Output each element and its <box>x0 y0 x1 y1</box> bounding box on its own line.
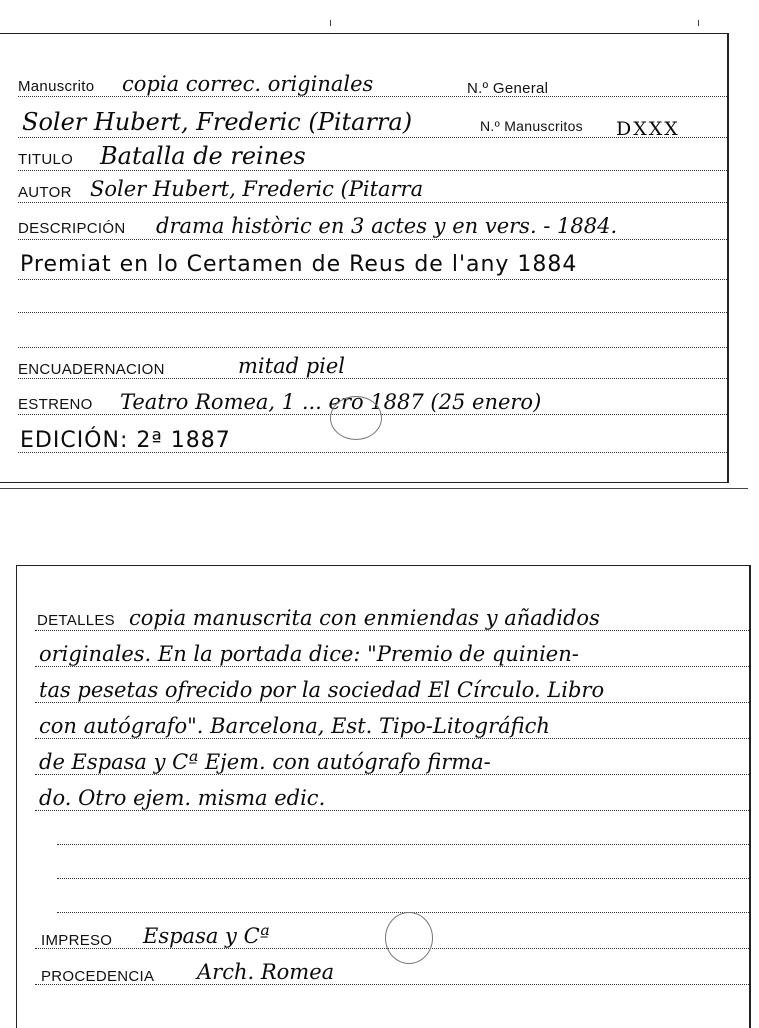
descripcion-value: drama històric en 3 actes y en vers. - 1884. <box>156 214 618 238</box>
dotted-rule <box>35 738 749 739</box>
autor-label: AUTOR <box>18 184 72 201</box>
encuadernacion-value: mitad piel <box>238 354 346 378</box>
autor-value: Soler Hubert, Frederic (Pitarra <box>90 177 424 201</box>
circular-stamp <box>385 912 433 964</box>
top-edge-mark <box>698 20 699 26</box>
n-manuscritos-label: N.º Manuscritos <box>480 118 583 134</box>
n-manuscritos-value: DXXX <box>616 118 680 140</box>
titulo-value: Batalla de reines <box>100 142 306 170</box>
manuscrito-value: copia correc. originales <box>122 72 374 96</box>
descripcion-label: DESCRIPCIÓN <box>18 220 126 237</box>
estreno-value: Teatro Romea, 1 ... ero 1887 (25 enero) <box>120 390 542 414</box>
procedencia-value: Arch. Romea <box>197 960 335 984</box>
catalog-card-back <box>16 565 751 1028</box>
catalog-card-front <box>0 33 729 483</box>
top-edge-mark <box>330 20 331 26</box>
dotted-rule <box>57 844 749 845</box>
author-line: Soler Hubert, Frederic (Pitarra) <box>22 108 413 136</box>
encuadernacion-label: ENCUADERNACION <box>18 361 165 378</box>
dotted-rule <box>35 774 749 775</box>
impreso-value: Espasa y Cª <box>143 924 270 948</box>
circular-stamp <box>330 396 382 440</box>
detalles-line: copia manuscrita con enmiendas y añadidos <box>129 606 600 630</box>
estreno-label: ESTRENO <box>18 396 93 413</box>
dotted-rule <box>18 96 727 97</box>
impreso-label: IMPRESO <box>41 932 113 949</box>
descripcion-line-2: Premiat en lo Certamen de Reus de l'any 1884 <box>20 252 578 277</box>
detalles-line: originales. En la portada dice: "Premio de quinien- <box>39 642 579 666</box>
dotted-rule <box>18 202 727 203</box>
dotted-rule <box>18 170 727 171</box>
card-edge-line <box>0 488 748 489</box>
procedencia-label: PROCEDENCIA <box>41 968 155 985</box>
titulo-label: TITULO <box>18 151 74 168</box>
detalles-line: con autógrafo". Barcelona, Est. Tipo-Litográfich <box>39 714 550 738</box>
dotted-rule <box>18 279 727 280</box>
dotted-rule <box>57 878 749 879</box>
detalles-label: DETALLES <box>37 612 115 629</box>
dotted-rule <box>18 347 727 348</box>
manuscrito-label: Manuscrito <box>18 78 95 95</box>
dotted-rule <box>35 630 749 631</box>
detalles-line: do. Otro ejem. misma edic. <box>39 786 326 810</box>
detalles-line: de Espasa y Cª Ejem. con autógrafo firma- <box>39 750 491 774</box>
dotted-rule <box>18 312 727 313</box>
detalles-line: tas pesetas ofrecido por la sociedad El Círculo. Libro <box>39 678 605 702</box>
dotted-rule <box>18 378 727 379</box>
n-general-label: N.º General <box>467 80 549 97</box>
dotted-rule <box>35 666 749 667</box>
dotted-rule <box>35 810 749 811</box>
edicion-text: EDICIÓN: 2ª 1887 <box>20 428 231 453</box>
dotted-rule <box>18 239 727 240</box>
dotted-rule <box>35 702 749 703</box>
